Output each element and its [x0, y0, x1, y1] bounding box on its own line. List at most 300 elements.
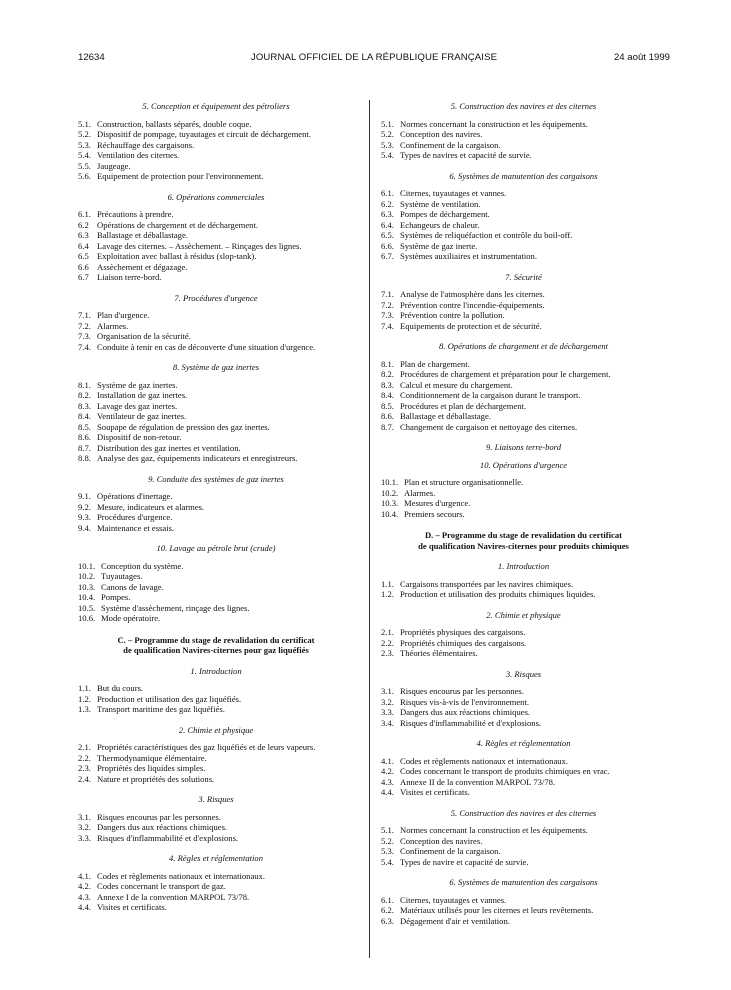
item-number: 6.5. [381, 230, 394, 240]
item-text: Nature et propriétés des solutions. [97, 773, 215, 784]
item-text: Systèmes auxiliaires et instrumentation. [400, 251, 537, 261]
page-number: 12634 [78, 52, 105, 63]
item-text: Propriétés des liquides simples. [97, 763, 206, 773]
item-number: 4.2. [78, 881, 91, 891]
item-text: Thermodynamique élémentaire. [97, 752, 207, 763]
item-number: 8.2. [381, 369, 394, 379]
item-text: Prévention contre la pollution. [400, 310, 505, 320]
item-text: Risques d'inflammabilité et d'explosions. [400, 717, 542, 728]
programme-heading-line: D. – Programme du stage de revalidation du certificat [424, 530, 623, 540]
item-text: Visites et certificats. [97, 902, 167, 912]
list-item [78, 129, 354, 140]
list-item [78, 209, 354, 220]
item-text: Risques encourus par les personnes. [97, 811, 221, 822]
right-column [381, 98, 666, 926]
list-item [381, 825, 666, 836]
item-text: Risques encourus par les personnes. [400, 686, 524, 696]
item-text: Ventilation des citernes. [97, 150, 180, 160]
item-text: Propriétés chimiques des cargaisons. [400, 637, 527, 648]
item-text: Système de ventilation. [400, 198, 481, 209]
item-number: 10.6. [78, 613, 96, 623]
item-text: Dangers dus aux réactions chimiques. [97, 822, 228, 832]
item-number: 10.4. [78, 592, 96, 602]
item-text: Production et utilisation des produits chimiques liquides. [400, 589, 596, 599]
list-item [381, 380, 666, 391]
list-item [78, 262, 354, 273]
item-text: Equipements de protection et de sécurité. [400, 320, 542, 331]
list-item [78, 833, 354, 844]
list-item [78, 171, 354, 182]
item-text: Pompes. [101, 592, 131, 602]
section-heading: 6. Systèmes de manutention des cargaisons [449, 877, 598, 887]
programme-heading [381, 530, 666, 551]
item-number: 4.2. [381, 766, 394, 776]
item-text: Risques vis-à-vis de l'environnement. [400, 696, 529, 707]
list-item [78, 582, 354, 593]
item-text: Opérations d'inertage. [97, 491, 173, 501]
section-heading: 7. Procédures d'urgence [174, 292, 258, 303]
item-text: Risques d'inflammabilité et d'explosions. [97, 832, 239, 843]
item-text: Pompes de déchargement. [400, 209, 490, 219]
list-item [381, 895, 666, 906]
item-text: Propriétés physiques des cargaisons. [400, 627, 526, 637]
item-number: 4.3. [381, 776, 394, 787]
item-number: 10.2. [78, 571, 96, 581]
list-item [78, 512, 354, 523]
list-item [381, 488, 666, 499]
item-text: Matériaux utilisés pour les citernes et leurs revêtements. [400, 905, 594, 915]
list-item [381, 422, 666, 433]
programme-heading [78, 635, 354, 656]
list-item [78, 502, 354, 513]
section-heading: 8. Opérations de chargement et de déchargement [438, 341, 609, 351]
list-item [381, 188, 666, 199]
item-text: Mesure, indicateurs et alarmes. [97, 501, 205, 512]
item-number: 1.3. [78, 704, 91, 714]
item-number: 6.3 [78, 230, 89, 240]
list-item [78, 331, 354, 342]
item-number: 8.3. [78, 400, 91, 411]
item-number: 1.1. [381, 578, 394, 589]
item-text: Alarmes. [97, 320, 129, 331]
item-text: Organisation de la sécurité. [97, 331, 191, 341]
item-number: 7.1. [78, 310, 91, 320]
section-heading: 9. Conduite des systèmes de gaz inertes [148, 473, 284, 484]
item-number: 7.1. [381, 289, 394, 299]
list-item [78, 411, 354, 422]
list-item [381, 686, 666, 697]
section-heading: 1. Introduction [497, 561, 550, 571]
list-item [78, 443, 354, 454]
item-number: 8.2. [78, 390, 91, 400]
item-number: 8.6. [78, 432, 91, 442]
list-item [381, 787, 666, 798]
list-item [381, 369, 666, 380]
list-item [78, 161, 354, 172]
list-item [381, 905, 666, 916]
list-item [381, 230, 666, 241]
item-text: Lavage des gaz inertes. [97, 400, 178, 411]
list-item [381, 777, 666, 788]
item-number: 10.5. [78, 602, 96, 613]
item-text: Conduite à tenir en cas de découverte d'une situation d'urgence. [97, 341, 316, 352]
list-item [381, 697, 666, 708]
item-number: 6.2. [381, 905, 394, 915]
item-text: Analyse des gaz, équipements indicateurs et enregistreurs. [97, 453, 298, 463]
left-column [78, 98, 354, 913]
list-item [78, 603, 354, 614]
item-text: Maintenance et essais. [97, 522, 175, 533]
section-heading: 4. Règles et réglementation [168, 853, 264, 863]
item-number: 8.7. [78, 442, 91, 453]
item-number: 8.5. [78, 421, 91, 432]
item-number: 9.4. [78, 522, 91, 533]
list-item [78, 683, 354, 694]
item-number: 9.2. [78, 501, 91, 512]
item-number: 8.1. [78, 379, 91, 390]
item-number: 10.3. [78, 581, 96, 592]
item-number: 5.3. [381, 846, 394, 856]
section-heading: 5. Construction des navires et des citernes [450, 101, 597, 111]
item-text: Citernes, tuyautages et vannes. [400, 894, 507, 905]
item-text: Transport maritime des gaz liquéfiés. [97, 704, 225, 714]
list-item [78, 694, 354, 705]
section-heading: 6. Systèmes de manutention des cargaisons [449, 170, 598, 181]
section-heading: 2. Chimie et physique [178, 724, 254, 735]
list-item [78, 342, 354, 353]
item-number: 7.4. [381, 320, 394, 331]
list-item [381, 119, 666, 130]
item-text: Confinement de la cargaison. [400, 139, 501, 150]
item-text: Echangeurs de chaleur. [400, 219, 480, 230]
item-number: 8.4. [78, 411, 91, 421]
list-item [381, 321, 666, 332]
item-number: 7.3. [381, 310, 394, 320]
item-number: 7.2. [78, 320, 91, 331]
item-text: Changement de cargaison et nettoyage des citernes. [400, 421, 578, 432]
list-item [381, 766, 666, 777]
item-text: Codes et règlements nationaux et internationaux. [400, 755, 569, 766]
item-text: Plan d'urgence. [97, 310, 150, 320]
item-text: Procédures de chargement et préparation pour le chargement. [400, 369, 611, 379]
list-item [381, 140, 666, 151]
item-number: 7.4. [78, 341, 91, 352]
list-item [381, 241, 666, 252]
list-item [78, 251, 354, 262]
item-number: 5.3. [381, 139, 394, 150]
list-item [78, 272, 354, 283]
item-text: Précautions à prendre. [97, 209, 174, 219]
item-text: Dégagement d'air et ventilation. [400, 915, 510, 926]
item-text: Plan de chargement. [400, 358, 470, 369]
item-text: Plan et structure organisationnelle. [404, 477, 524, 487]
item-text: Dangers dus aux réactions chimiques. [400, 707, 531, 717]
section-heading: 6. Opérations commerciales [167, 191, 265, 202]
item-number: 10.1. [381, 477, 399, 487]
item-number: 5.1. [381, 825, 394, 835]
item-number: 5.6. [78, 171, 91, 181]
list-item [78, 822, 354, 833]
item-number: 10.1. [78, 560, 96, 571]
item-text: Prévention contre l'incendie-équipements. [400, 299, 545, 310]
item-number: 5.4. [78, 150, 91, 160]
list-item [381, 150, 666, 161]
item-number: 6.3. [381, 209, 394, 219]
list-item [381, 857, 666, 868]
list-item [381, 300, 666, 311]
item-text: Codes concernant le transport de gaz. [97, 881, 226, 891]
list-item [78, 432, 354, 443]
item-text: Codes concernant le transport de produits chimiques en vrac. [400, 766, 610, 776]
section-heading: 4. Règles et réglementation [476, 738, 571, 748]
item-number: 6.1. [381, 894, 394, 905]
list-item [78, 390, 354, 401]
list-item [78, 881, 354, 892]
item-text: Conception du système. [101, 560, 184, 571]
item-text: Equipement de protection pour l'environnement. [97, 171, 264, 181]
item-text: Lavage des citernes. – Assèchement. – Rinçages des lignes. [97, 240, 302, 251]
section-heading: 2. Chimie et physique [486, 609, 561, 620]
issue-date: 24 août 1999 [613, 52, 670, 63]
item-number: 4.1. [381, 755, 394, 766]
item-text: Distribution des gaz inertes et ventilation. [97, 442, 241, 453]
list-item [381, 498, 666, 509]
item-text: Production et utilisation des gaz liquéfiés. [97, 693, 242, 704]
list-item [78, 230, 354, 241]
list-item [381, 251, 666, 262]
item-text: Normes concernant la construction et les équipements. [400, 118, 588, 129]
programme-heading-line: C. – Programme du stage de revalidation du certificat [117, 634, 315, 645]
list-item [381, 509, 666, 520]
item-number: 3.3. [381, 707, 394, 717]
column-divider [369, 100, 370, 958]
item-number: 9.1. [78, 491, 91, 501]
list-item [381, 289, 666, 300]
item-number: 8.4. [381, 390, 394, 400]
item-number: 1.2. [78, 693, 91, 704]
item-number: 5.4. [381, 856, 394, 867]
item-text: Codes et règlements nationaux et internationaux. [97, 870, 266, 881]
list-item [78, 812, 354, 823]
list-item [381, 411, 666, 422]
item-number: 2.3. [78, 763, 91, 773]
section-heading: 3. Risques [505, 668, 542, 679]
list-item [78, 742, 354, 753]
item-number: 4.3. [78, 891, 91, 902]
item-text: Cargaisons transportées par les navires chimiques. [400, 578, 574, 589]
item-number: 4.4. [78, 902, 91, 912]
item-text: Types de navire et capacité de survie. [400, 856, 529, 867]
item-text: Confinement de la cargaison. [400, 846, 501, 856]
list-item [381, 579, 666, 590]
list-item [78, 140, 354, 151]
list-item [78, 704, 354, 715]
item-text: Analyse de l'atmosphère dans les citernes. [400, 289, 545, 299]
item-text: Jaugeage. [97, 160, 131, 171]
item-number: 8.5. [381, 400, 394, 411]
section-heading: 7. Sécurité [505, 271, 542, 282]
section-heading: 9. Liaisons terre-bord [485, 442, 562, 452]
item-number: 6.6. [381, 240, 394, 251]
list-item [78, 401, 354, 412]
list-item [78, 422, 354, 433]
list-item [381, 718, 666, 729]
item-text: Ventilateur de gaz inertes. [97, 411, 187, 421]
list-item [78, 119, 354, 130]
item-number: 4.4. [381, 787, 394, 797]
item-text: Exploitation avec ballast à résidus (slop-tank). [97, 251, 257, 261]
item-text: Procédures d'urgence. [97, 512, 173, 522]
item-number: 8.8. [78, 453, 91, 463]
item-text: Opérations de chargement et de déchargement. [97, 219, 258, 230]
item-text: Dispositif de non-retour. [97, 432, 182, 442]
item-number: 2.1. [381, 627, 394, 637]
item-number: 4.1. [78, 870, 91, 881]
item-text: Dispositif de pompage, tuyautages et circuit de déchargement. [97, 129, 311, 139]
list-item [78, 763, 354, 774]
list-item [78, 150, 354, 161]
item-number: 6.2. [381, 198, 394, 209]
item-text: Normes concernant la construction et les équipements. [400, 825, 588, 835]
item-number: 6.2 [78, 219, 89, 230]
list-item [381, 209, 666, 220]
item-text: Conditionnement de la cargaison durant le transport. [400, 390, 581, 400]
list-item [78, 892, 354, 903]
item-number: 6.4. [381, 219, 394, 230]
item-number: 3.2. [78, 822, 91, 832]
item-number: 10.2. [381, 487, 399, 498]
item-text: Assèchement et dégazage. [97, 261, 188, 272]
item-number: 6.6 [78, 261, 89, 272]
item-number: 5.1. [78, 118, 91, 129]
item-text: Ballastage et déballastage. [400, 411, 491, 421]
list-item [381, 648, 666, 659]
item-number: 5.4. [381, 150, 394, 160]
item-number: 5.2. [381, 129, 394, 139]
item-number: 8.1. [381, 358, 394, 369]
list-item [78, 774, 354, 785]
list-item [78, 871, 354, 882]
section-heading: 10. Lavage au pétrole brut (crude) [156, 543, 276, 553]
item-text: Systèmes de reliquéfaction et contrôle du boil-off. [400, 230, 573, 240]
item-text: Système de gaz inerte. [400, 240, 478, 251]
list-item [78, 523, 354, 534]
item-number: 7.3. [78, 331, 91, 341]
item-text: Théories élémentaires. [400, 648, 478, 658]
journal-title: JOURNAL OFFICIEL DE LA RÉPUBLIQUE FRANÇAISE [250, 52, 498, 63]
section-heading: 1. Introduction [190, 665, 242, 676]
list-item [78, 571, 354, 582]
item-text: Calcul et mesure du chargement. [400, 379, 513, 390]
list-item [381, 846, 666, 857]
item-number: 6.5 [78, 251, 89, 261]
item-text: Citernes, tuyautages et vannes. [400, 188, 507, 198]
item-text: Système de gaz inertes. [97, 379, 178, 390]
section-heading: 5. Conception et équipement des pétroliers [142, 101, 290, 111]
page-header [78, 52, 670, 68]
item-number: 6.7. [381, 251, 394, 261]
item-number: 3.2. [381, 696, 394, 707]
list-item [78, 310, 354, 321]
list-item [381, 707, 666, 718]
item-number: 5.2. [381, 835, 394, 846]
item-text: Annexe I de la convention MARPOL 73/78. [97, 891, 250, 902]
item-number: 2.1. [78, 742, 91, 752]
item-number: 6.3. [381, 915, 394, 926]
list-item [78, 220, 354, 231]
item-text: Système d'assèchement, rinçage des lignes. [101, 602, 250, 613]
item-text: Propriétés caractéristiques des gaz liquéfiés et de leurs vapeurs. [97, 742, 316, 752]
list-item [381, 129, 666, 140]
item-number: 5.1. [381, 118, 394, 129]
item-number: 6.4 [78, 240, 89, 251]
item-text: Mode opératoire. [101, 613, 161, 623]
list-item [381, 390, 666, 401]
list-item [78, 453, 354, 464]
item-text: Alarmes. [404, 487, 436, 498]
list-item [381, 359, 666, 370]
item-number: 8.3. [381, 379, 394, 390]
item-number: 9.3. [78, 512, 91, 522]
item-text: Liaison terre-bord. [97, 272, 162, 282]
list-item [78, 613, 354, 624]
list-item [381, 477, 666, 488]
item-number: 6.1. [381, 188, 394, 198]
item-number: 3.1. [78, 811, 91, 822]
list-item [78, 753, 354, 764]
item-number: 10.3. [381, 498, 399, 508]
programme-heading-line: de qualification Navires-citernes pour gaz liquéfiés [123, 645, 309, 655]
item-number: 8.6. [381, 411, 394, 421]
list-item [381, 310, 666, 321]
list-item [381, 638, 666, 649]
list-item [381, 756, 666, 767]
programme-heading-line: de qualification Navires-citernes pour produits chimiques [418, 540, 629, 551]
item-number: 2.2. [381, 637, 394, 648]
item-number: 3.1. [381, 686, 394, 696]
item-text: Installation de gaz inertes. [97, 390, 188, 400]
item-text: Réchauffage des cargaisons. [97, 139, 195, 150]
item-text: Conception des navires. [400, 129, 483, 139]
list-item [381, 627, 666, 638]
item-text: Conception des navires. [400, 835, 483, 846]
section-heading: 10. Opérations d'urgence [479, 459, 568, 470]
list-item [381, 401, 666, 412]
list-item [78, 491, 354, 502]
item-text: But du cours. [97, 683, 144, 693]
section-heading: 5. Construction des navires et des citernes [450, 807, 597, 818]
item-text: Visites et certificats. [400, 787, 470, 797]
list-item [78, 241, 354, 252]
item-text: Ballastage et déballastage. [97, 230, 188, 240]
item-number: 2.4. [78, 773, 91, 784]
item-number: 6.1. [78, 209, 91, 219]
section-heading: 3. Risques [198, 794, 234, 804]
item-number: 5.5. [78, 160, 91, 171]
item-text: Canons de lavage. [101, 581, 164, 592]
item-text: Types de navires et capacité de survie. [400, 150, 532, 160]
section-heading: 8. Système de gaz inertes [172, 362, 260, 372]
item-number: 5.2. [78, 129, 91, 139]
item-text: Premiers secours. [404, 508, 465, 519]
item-text: Tuyautages. [101, 571, 143, 581]
item-text: Annexe II de la convention MARPOL 73/78. [400, 776, 556, 787]
list-item [78, 380, 354, 391]
item-number: 2.2. [78, 752, 91, 763]
list-item [381, 220, 666, 231]
list-item [78, 902, 354, 913]
item-number: 1.2. [381, 589, 394, 599]
